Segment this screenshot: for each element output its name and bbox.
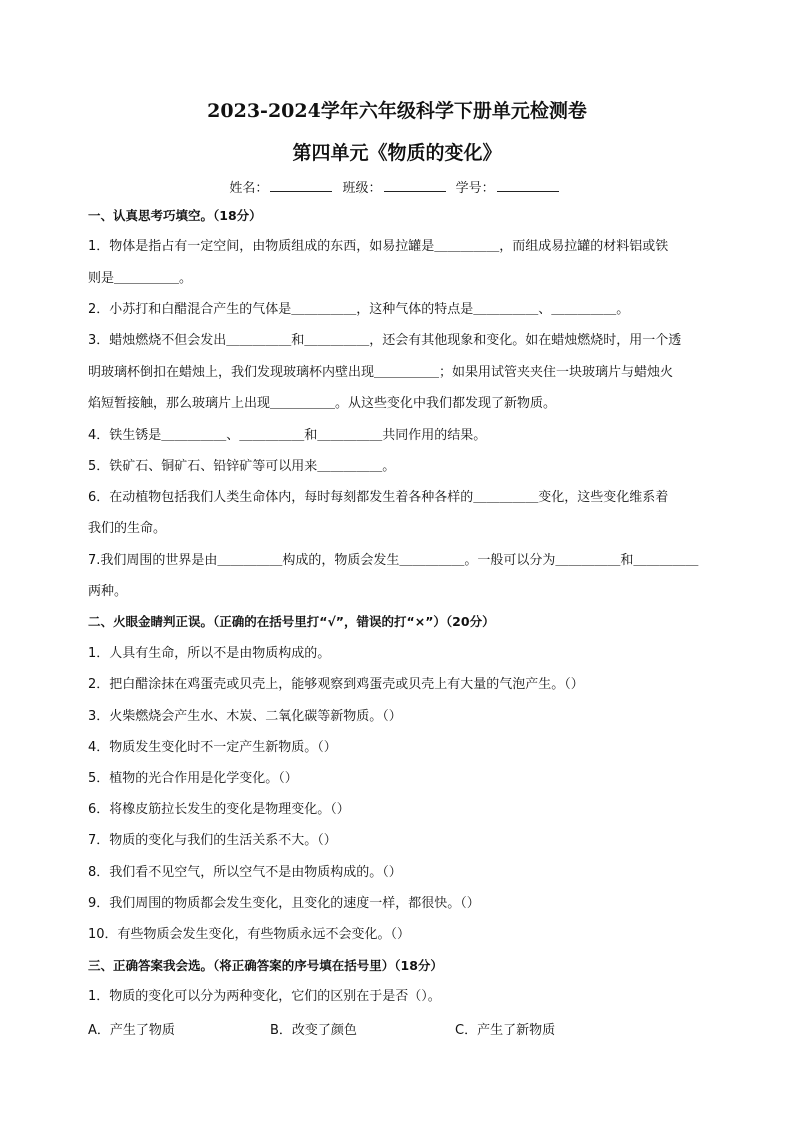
question-line: 2．把白醋涂抹在鸡蛋壳或贝壳上，能够观察到鸡蛋壳或贝壳上有大量的气泡产生。（）: [88, 677, 584, 692]
question-line: 2．小苏打和白醋混合产生的气体是＿＿＿＿＿，这种气体的特点是＿＿＿＿＿、＿＿＿＿＿。: [88, 302, 630, 317]
student-info-row: [0, 177, 794, 196]
question-line: 5．铁矿石、铜矿石、铅锌矿等可以用来＿＿＿＿＿。: [88, 459, 396, 474]
question-line: 明玻璃杯倒扣在蜡烛上，我们发现玻璃杯内壁出现＿＿＿＿＿；如果用试管夹夹住一块玻璃片与蜡烛火: [88, 365, 674, 380]
class-blank[interactable]: [384, 179, 446, 192]
question-line: 两种。: [88, 584, 128, 599]
question-line: 4．物质发生变化时不一定产生新物质。（）: [88, 740, 337, 755]
name-label: 姓名：: [229, 181, 269, 196]
id-blank[interactable]: [497, 179, 559, 192]
question-line: 我们的生命。: [88, 521, 167, 536]
choice-option-b: B．改变了颜色: [270, 1023, 357, 1038]
question-line: 3．火柴燃烧会产生水、木炭、二氧化碳等新物质。（）: [88, 709, 402, 724]
question-line: 6．将橡皮筋拉长发生的变化是物理变化。（）: [88, 802, 350, 817]
question-line: 9．我们周围的物质都会发生变化，且变化的速度一样，都很快。（）: [88, 896, 480, 911]
exam-title: 2023-2024学年六年级科学下册单元检测卷: [207, 100, 587, 122]
section-heading-fill-blank: 一、认真思考巧填空。（18分）: [88, 208, 262, 223]
class-label: 班级：: [342, 181, 382, 196]
choice-option-c: C．产生了新物质: [455, 1023, 556, 1038]
unit-subtitle: 第四单元《物质的变化》: [292, 142, 502, 164]
id-label: 学号：: [455, 181, 495, 196]
question-line: 焰短暂接触，那么玻璃片上出现＿＿＿＿＿。从这些变化中我们都发现了新物质。: [88, 396, 557, 411]
question-line: 4．铁生锈是＿＿＿＿＿、＿＿＿＿＿和＿＿＿＿＿共同作用的结果。: [88, 428, 487, 443]
question-line: 3．蜡烛燃烧不但会发出＿＿＿＿＿和＿＿＿＿＿，还会有其他现象和变化。如在蜡烛燃烧时，用一个透: [88, 333, 682, 348]
question-line: 则是＿＿＿＿＿。: [88, 271, 193, 286]
section-heading-multiple-choice: 三、正确答案我会选。（将正确答案的序号填在括号里）（18分）: [88, 958, 443, 973]
question-line: 8．我们看不见空气，所以空气不是由物质构成的。（）: [88, 865, 402, 880]
name-blank[interactable]: [270, 179, 332, 192]
question-line: 1．人具有生命，所以不是由物质构成的。: [88, 646, 331, 661]
question-line: 1．物质的变化可以分为两种变化，它们的区别在于是否（）。: [88, 989, 441, 1004]
question-line: 10．有些物质会发生变化，有些物质永远不会变化。（）: [88, 927, 411, 942]
question-line: 5．植物的光合作用是化学变化。（）: [88, 771, 298, 786]
question-line: 6．在动植物包括我们人类生命体内，每时每刻都发生着各种各样的＿＿＿＿＿变化，这些变化维系着: [88, 490, 669, 505]
choice-option-a: A．产生了物质: [88, 1023, 175, 1038]
question-line: 7.我们周围的世界是由＿＿＿＿＿构成的，物质会发生＿＿＿＿＿。一般可以分为＿＿＿＿＿和＿＿＿＿＿: [88, 553, 699, 568]
section-heading-true-false: 二、火眼金睛判正误。（正确的在括号里打“√”，错误的打“×”）（20分）: [88, 614, 495, 629]
question-line: 1．物体是指占有一定空间，由物质组成的东西，如易拉罐是＿＿＿＿＿，而组成易拉罐的材料铝或铁: [88, 239, 669, 254]
question-line: 7．物质的变化与我们的生活关系不大。（）: [88, 833, 337, 848]
